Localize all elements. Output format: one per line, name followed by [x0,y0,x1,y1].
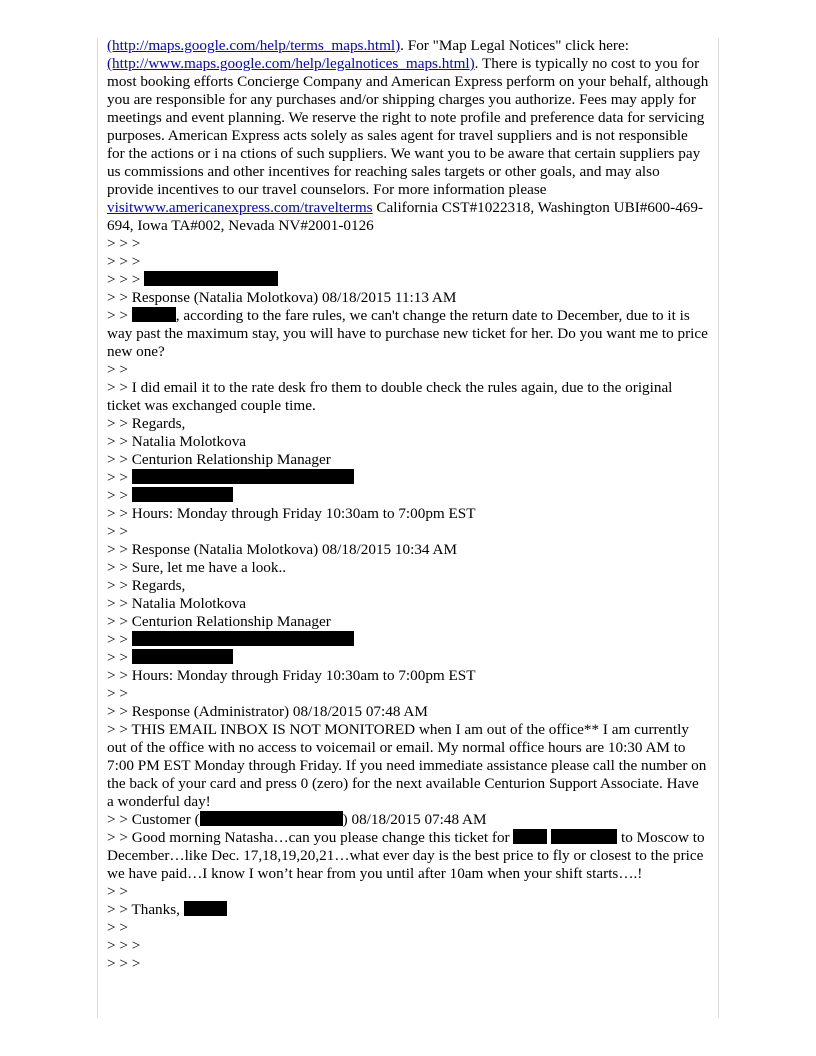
signature-title: > > Centurion Relationship Manager [107,451,331,468]
quote-line: > > [107,883,128,900]
response-body: > > , according to the fare rules, we can't change the return date to December, due to it is way past the maximum stay, you will have to purchase new ticket for her. Do you want me to price new one? [107,307,708,360]
quote-line-redacted: > > > [107,271,709,289]
quote-line: > > > [107,955,141,972]
google-legal-notices-link[interactable]: (http://www.maps.google.com/help/legalnotices_maps.html) [107,55,475,72]
right-margin-rule [718,38,719,1018]
signature-hours: > > Hours: Monday through Friday 10:30am to 7:00pm EST [107,667,476,684]
auto-reply-body: > > THIS EMAIL INBOX IS NOT MONITORED when I am out of the office** I am currently out of the office with no access to voicemail or email. My normal office hours are 10:30 AM to 7:00 PM EST Monday through Friday. If you need immediate assistance please call the number on the back of your card and press 0 (zero) for the next available Centurion Support Associate. Have a wonderful day! [107,721,707,810]
response-header: > > Response (Natalia Molotkova) 08/18/2015 11:13 AM [107,289,457,306]
redaction-bar [513,829,547,844]
left-margin-rule [97,38,98,1018]
email-thread [107,37,709,973]
signature-regards: > > Regards, [107,415,186,432]
signature-title: > > Centurion Relationship Manager [107,613,331,630]
google-terms-link[interactable]: (http://maps.google.com/help/terms_maps.html) [107,37,401,54]
quote-line: > > [107,919,128,936]
redaction-bar [200,811,343,826]
amex-travelterms-link[interactable]: visitwww.americanexpress.com/travelterms [107,199,373,216]
quote-line: > > [107,361,128,378]
signature-name: > > Natalia Molotkova [107,433,247,450]
signature-name: > > Natalia Molotkova [107,595,247,612]
signature-contact-redacted: > > [107,631,709,649]
redaction-bar [144,271,278,286]
customer-message: > > Good morning Natasha…can you please change this ticket for to Moscow to December…like Dec. 17,18,19,20,21…what ever day is the best price to fly or closest to the price we have paid…I know I won’t hear from you until after 10am when your shift starts….! [107,829,705,882]
redaction-bar [184,901,227,916]
redaction-bar [132,631,354,646]
legal-notice-paragraph: (http://maps.google.com/help/terms_maps.html). For "Map Legal Notices" click here: (http://www.maps.google.com/help/legalnotices_maps.html). There is typically no cost to you for most booking efforts Concierge Company and American Express perform on your behalf, although you are responsible for any purchases and/or shipping charges you authorize. Fees may apply for meetings and event planning. We reserve the right to note profile and preference data for servicing purposes. American Express acts solely as sales agent for travel suppliers and is not responsible for the actions or i na ctions of such suppliers. We want you to be aware that certain suppliers pay us commissions and other incentives for reaching sales targets or other goals, and may also provide incentives to our travel counselors. For more information please visitwww.americanexpress.com/travelterms California CST#1022318, Washington UBI#600-469-694, Iowa TA#002, Nevada NV#2001-0126 [107,37,709,234]
signature-contact-redacted: > > [107,649,709,667]
customer-signoff: > > Thanks, [107,901,709,919]
response-header: > > Response (Natalia Molotkova) 08/18/2015 10:34 AM [107,541,457,558]
redaction-bar [132,649,233,664]
signature-regards: > > Regards, [107,577,186,594]
response-body: > > I did email it to the rate desk fro them to double check the rules again, due to the original ticket was exchanged couple time. [107,379,673,414]
redaction-bar [132,487,233,502]
signature-contact-redacted: > > [107,469,709,487]
response-header: > > Response (Administrator) 08/18/2015 07:48 AM [107,703,428,720]
signature-contact-redacted: > > [107,487,709,505]
quote-line: > > [107,685,128,702]
customer-header: > > Customer ( ) 08/18/2015 07:48 AM [107,811,487,828]
redaction-bar [132,469,354,484]
redaction-bar [551,829,617,844]
response-body: > > Sure, let me have a look.. [107,559,287,576]
redaction-bar [132,307,176,322]
quote-line: > > [107,523,128,540]
quote-line: > > > [107,235,141,252]
signature-hours: > > Hours: Monday through Friday 10:30am to 7:00pm EST [107,505,476,522]
quote-line: > > > [107,937,141,954]
quote-line: > > > [107,253,141,270]
